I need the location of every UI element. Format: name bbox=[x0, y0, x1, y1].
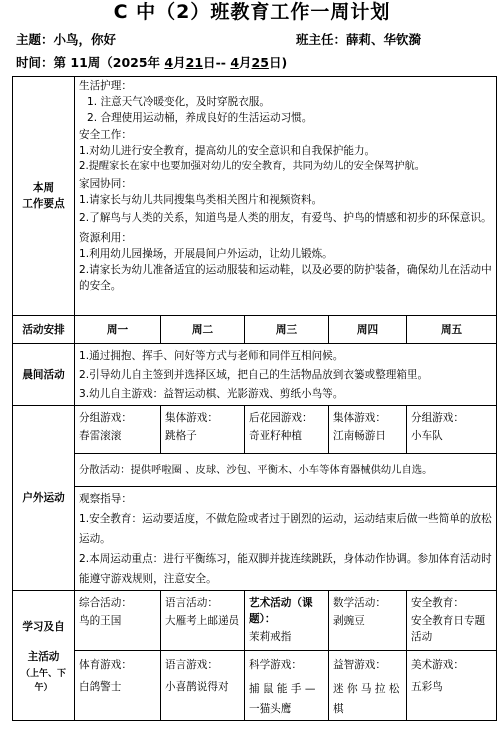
theme-label: 主题： bbox=[16, 32, 54, 47]
morning-row bbox=[13, 344, 497, 406]
game-name: 奇亚籽种植 bbox=[249, 430, 302, 442]
learning-cell bbox=[245, 651, 329, 721]
weekly-focus-label bbox=[13, 77, 75, 316]
activity-name: 大雁考上邮递员 bbox=[165, 615, 240, 627]
observe-content bbox=[75, 487, 497, 591]
game-name: 春雷滚滚 bbox=[79, 430, 122, 442]
end-month: 4 bbox=[230, 55, 240, 70]
learning-cell bbox=[75, 651, 161, 721]
outdoor-game-cell bbox=[329, 406, 407, 454]
morning-item: 3.幼儿自主游戏：益智运动棋、光影游戏、剪纸小鸟等。 bbox=[79, 388, 344, 400]
game-name: 小车队 bbox=[411, 430, 443, 442]
day-wednesday: 周三 bbox=[245, 316, 329, 344]
activity-name: 捕 鼠 能 手 —一猫头鹰 bbox=[249, 683, 316, 715]
learning-cell bbox=[329, 651, 407, 721]
observe-heading: 观察指导： bbox=[79, 493, 132, 505]
day-friday: 周五 bbox=[407, 316, 497, 344]
activity-name: 茉莉戒指 bbox=[249, 631, 292, 643]
learning-cell bbox=[407, 591, 497, 651]
activity-type: 综合活动： bbox=[79, 597, 132, 609]
date-dash: -- bbox=[215, 55, 226, 70]
activity-type: 安全教育： bbox=[411, 597, 464, 609]
activity-type: 益智游戏： bbox=[333, 659, 386, 671]
month-char: 月 bbox=[173, 55, 186, 70]
date-close: 日) bbox=[268, 55, 288, 70]
activity-name: 五彩鸟 bbox=[411, 681, 443, 693]
learning-cell bbox=[245, 591, 329, 651]
weekly-focus-label-1: 本周 bbox=[32, 182, 55, 194]
game-type: 后花园游戏： bbox=[249, 412, 313, 424]
learning-cell bbox=[161, 651, 245, 721]
outdoor-game-cell bbox=[245, 406, 329, 454]
morning-item: 1.通过拥抱、挥手、问好等方式与老师和同伴互相问候。 bbox=[79, 350, 344, 362]
outdoor-game-cell bbox=[161, 406, 245, 454]
page-title: C 中（2）班教育工作一周计划 bbox=[113, 1, 391, 23]
game-type: 分组游戏： bbox=[79, 412, 132, 424]
schedule-row bbox=[13, 316, 497, 344]
plan-table bbox=[12, 76, 497, 721]
activity-name: 剥豌豆 bbox=[333, 615, 365, 627]
schedule-label: 活动安排 bbox=[13, 316, 75, 344]
end-day: 25 bbox=[251, 55, 269, 70]
learning-cell bbox=[161, 591, 245, 651]
focus-item: 2. 合理使用运动桶，养成良好的生活运动习惯。 bbox=[87, 112, 313, 124]
focus-item: 2.请家长为幼儿准备适宜的运动服装和运动鞋，以及必要的防护装备，确保幼儿在活动中的安全。 bbox=[79, 264, 492, 292]
activity-name: 迷 你 马 拉 松棋 bbox=[333, 683, 400, 715]
outdoor-observe-row bbox=[13, 487, 497, 591]
focus-heading: 安全工作： bbox=[79, 129, 132, 141]
learning-cell bbox=[75, 591, 161, 651]
activity-type: 语言活动： bbox=[165, 597, 218, 609]
focus-section-safety bbox=[79, 127, 492, 175]
teacher-line bbox=[296, 32, 421, 48]
focus-item: 2.了解鸟与人类的关系，知道鸟是人类的朋友，有爱鸟、护鸟的情感和初步的环保意识。 bbox=[79, 212, 492, 224]
start-day: 21 bbox=[185, 55, 204, 70]
learning-cell bbox=[329, 591, 407, 651]
day-thursday: 周四 bbox=[329, 316, 407, 344]
morning-label: 晨间活动 bbox=[13, 344, 75, 406]
outdoor-games-row bbox=[13, 406, 497, 454]
teacher-label: 班主任： bbox=[296, 32, 347, 47]
observe-item: 1.安全教育：运动要适度，不做危险或者过于剧烈的运动，运动结束后做一些简单的放松运动。 bbox=[79, 513, 492, 545]
scattered-activity: 分散活动：提供呼啦圈 、皮球、沙包、平衡木、小车等体育器械供幼儿自选。 bbox=[75, 454, 497, 487]
outdoor-game-cell bbox=[407, 406, 497, 454]
month-char-2: 月 bbox=[239, 55, 252, 70]
theme-value: 小鸟，你好 bbox=[53, 32, 117, 47]
activity-type: 艺术活动（课题）： bbox=[249, 597, 313, 625]
activity-type: 科学游戏： bbox=[249, 659, 302, 671]
game-type: 分组游戏： bbox=[411, 412, 464, 424]
weekly-focus-label-2: 工作要点 bbox=[22, 198, 65, 210]
learning-label-1: 学习及自 bbox=[22, 620, 65, 633]
time-line bbox=[16, 55, 287, 71]
game-type: 集体游戏： bbox=[165, 412, 218, 424]
activity-type: 体育游戏： bbox=[79, 659, 132, 671]
focus-section-home bbox=[79, 176, 492, 229]
day-monday: 周一 bbox=[75, 316, 161, 344]
start-month: 4 bbox=[164, 55, 174, 70]
outdoor-game-cell bbox=[75, 406, 161, 454]
game-name: 跳格子 bbox=[165, 430, 197, 442]
day-char: 日 bbox=[203, 55, 216, 70]
game-name: 江南畅游日 bbox=[333, 430, 386, 442]
observe-item: 2.本周运动重点：进行平衡练习，能双脚并拢连续跳跃，身体动作协调。参加体育活动时能遵守游戏规则，注意安全。 bbox=[79, 553, 492, 585]
focus-item: 1.请家长与幼儿共同搜集鸟类相关图片和视频资料。 bbox=[79, 194, 323, 206]
activity-name: 鸟的王国 bbox=[79, 615, 122, 627]
morning-content bbox=[75, 344, 497, 406]
outdoor-scattered-row bbox=[13, 454, 497, 487]
teacher-value: 薛莉、华钦漪 bbox=[346, 32, 422, 47]
focus-item: 1.利用幼儿园操场，开展晨间户外运动，让幼儿锻炼。 bbox=[79, 248, 333, 260]
focus-heading: 资源利用： bbox=[79, 232, 132, 244]
game-type: 集体游戏： bbox=[333, 412, 386, 424]
activity-name: 小喜鹊说得对 bbox=[165, 681, 229, 693]
focus-section-resources bbox=[79, 230, 492, 294]
day-tuesday: 周二 bbox=[161, 316, 245, 344]
focus-item: 1.对幼儿进行安全教育，提高幼儿的安全意识和自我保护能力。 bbox=[79, 145, 376, 157]
focus-item: 1. 注意天气冷暖变化，及时穿脱衣服。 bbox=[87, 96, 270, 108]
activity-name: 白鸽警士 bbox=[79, 681, 122, 693]
learning-row-2 bbox=[13, 651, 497, 721]
learning-row-1 bbox=[13, 591, 497, 651]
outdoor-label: 户外运动 bbox=[13, 406, 75, 591]
activity-type: 语言游戏： bbox=[165, 659, 218, 671]
focus-section-care bbox=[79, 78, 492, 126]
week-prefix: 第 11周（2025年 bbox=[53, 55, 161, 70]
theme-line bbox=[16, 32, 116, 48]
learning-label-2: 主活动 bbox=[27, 650, 60, 663]
focus-item: 2.提醒家长在家中也要加强对幼儿的安全教育，共同为幼儿的安全保驾护航。 bbox=[79, 161, 425, 172]
activity-type: 美术游戏： bbox=[411, 659, 464, 671]
learning-label bbox=[13, 591, 75, 721]
focus-heading: 生活护理： bbox=[79, 80, 132, 92]
activity-name: 安全教育日专题活动 bbox=[411, 615, 486, 643]
weekly-focus-row bbox=[13, 77, 497, 316]
learning-label-3: （上午、下午） bbox=[20, 668, 66, 693]
learning-cell bbox=[407, 651, 497, 721]
focus-heading: 家园协同： bbox=[79, 178, 132, 190]
time-label: 时间： bbox=[16, 55, 54, 70]
weekly-focus-content bbox=[75, 77, 497, 316]
morning-item: 2.引导幼儿自主签到并选择区域，把自己的生活物品放到衣篓或整理箱里。 bbox=[79, 369, 429, 381]
activity-type: 数学活动： bbox=[333, 597, 386, 609]
